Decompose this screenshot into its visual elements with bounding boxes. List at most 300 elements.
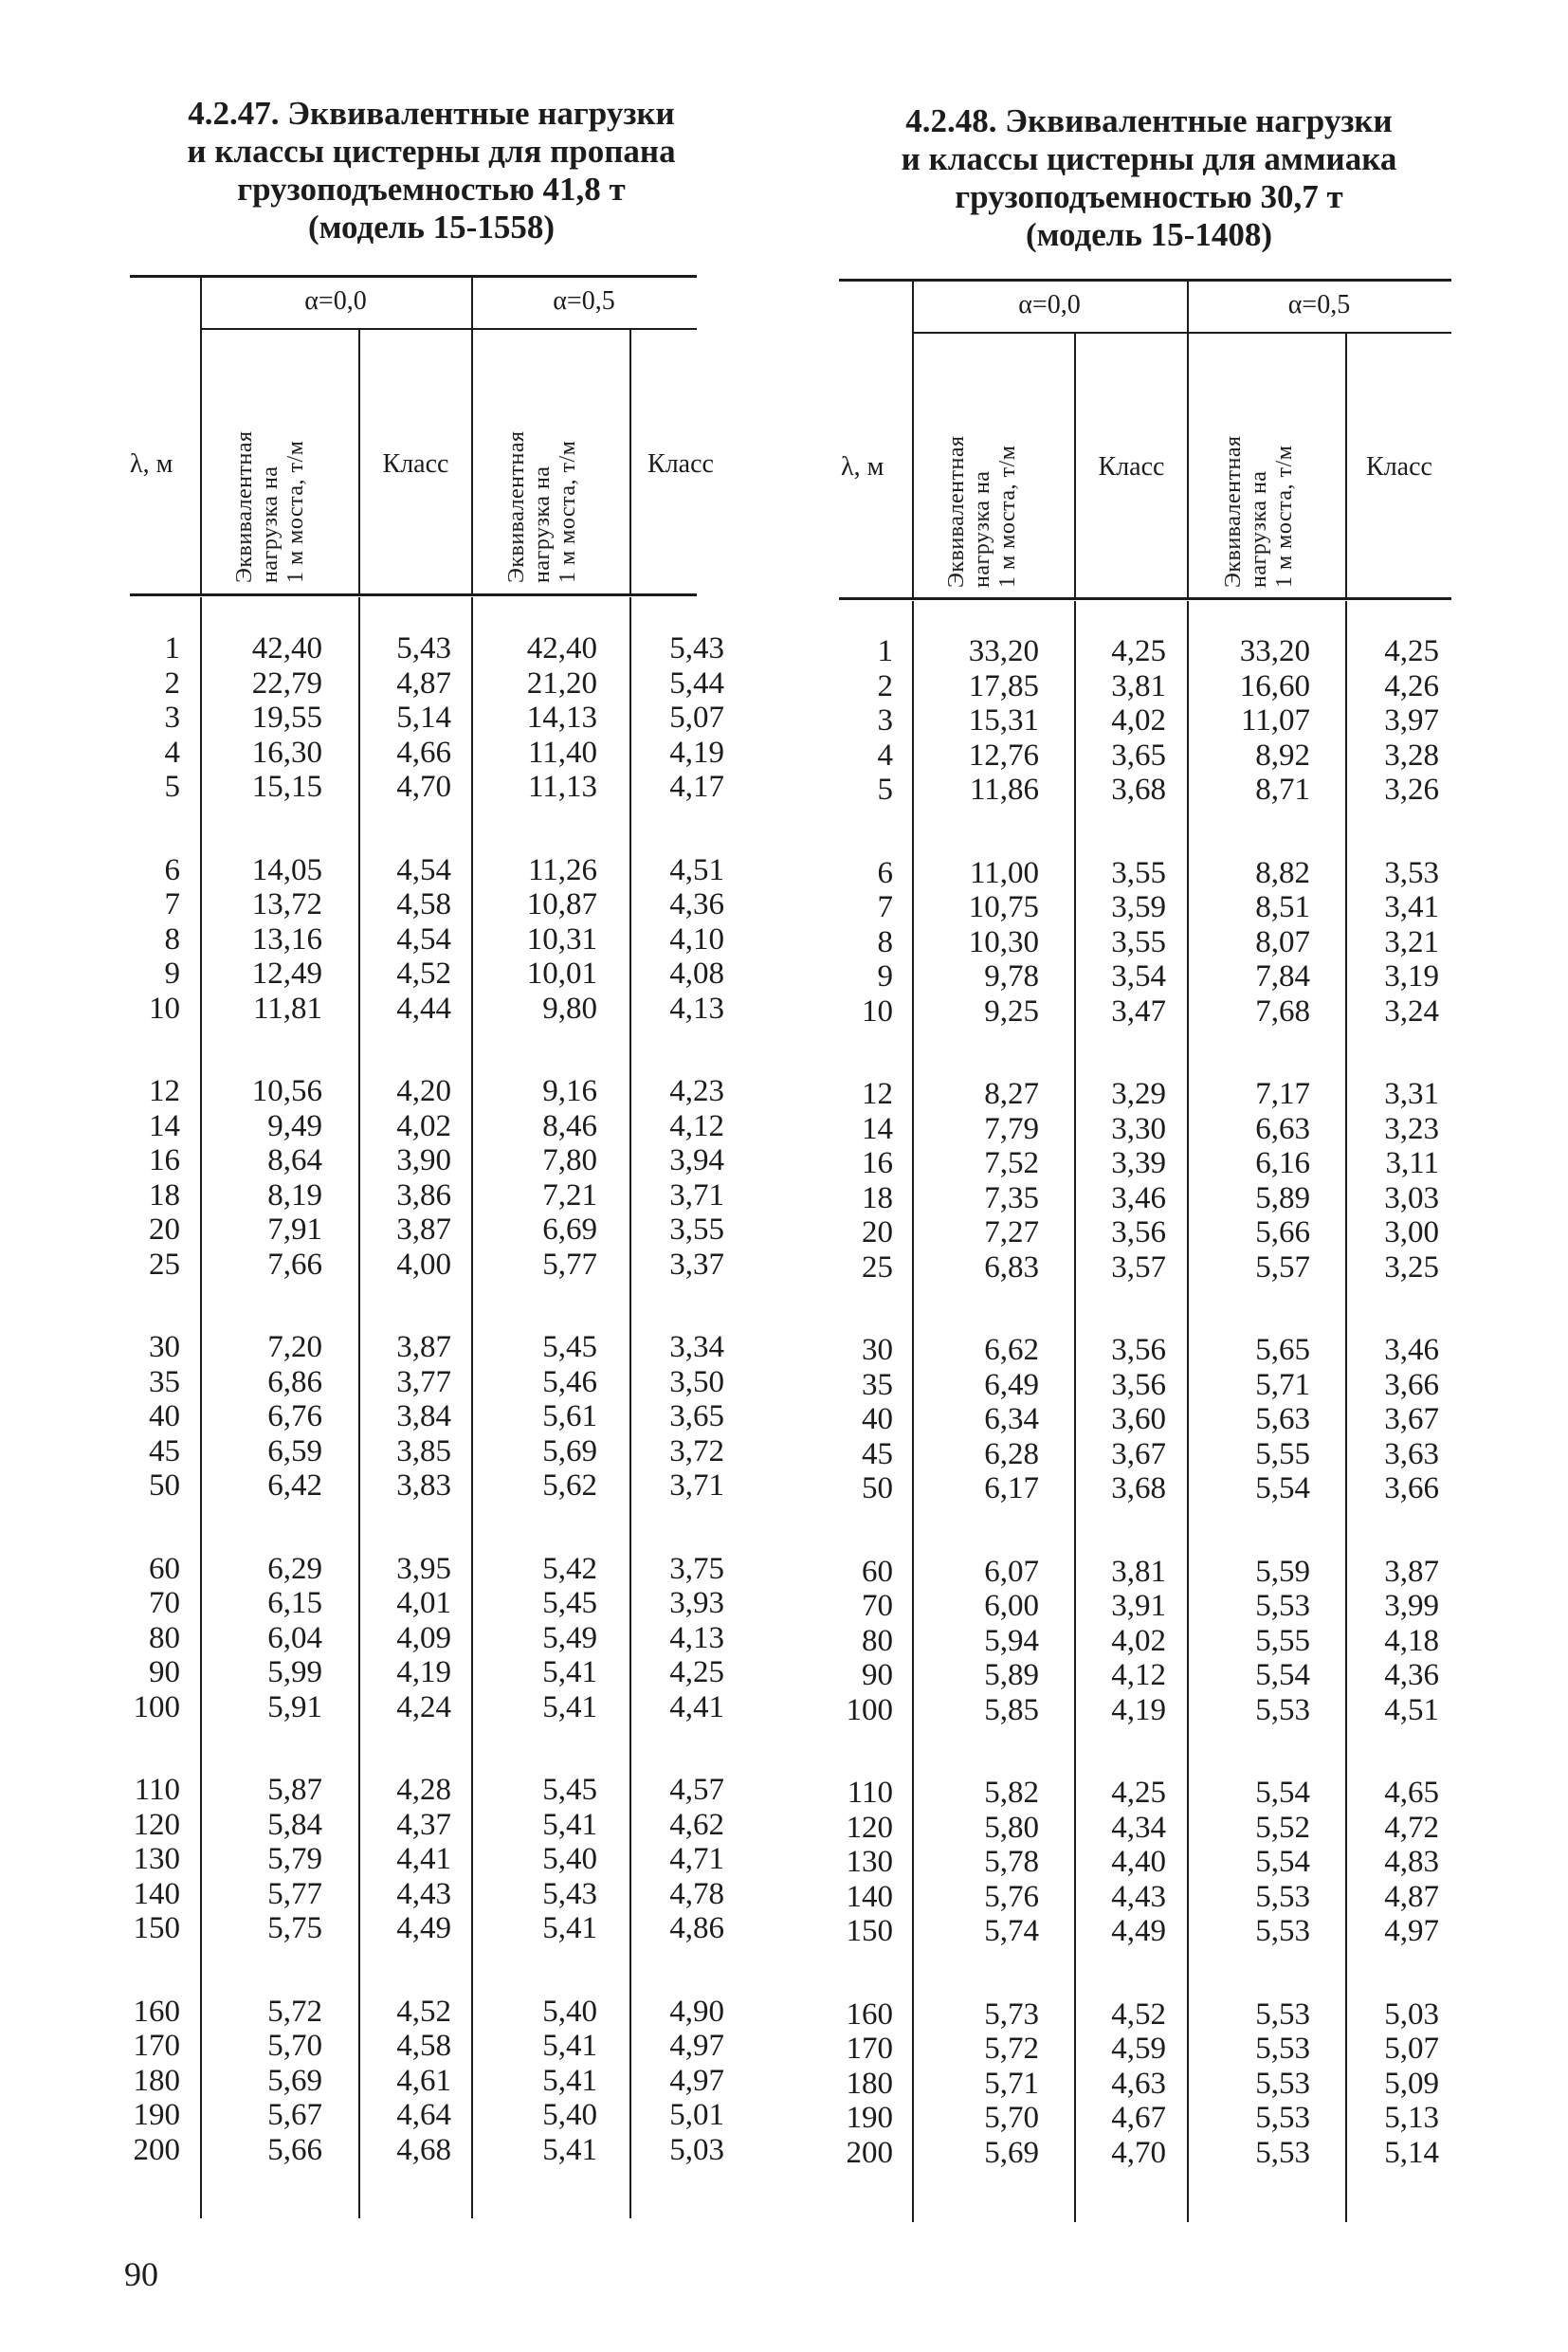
table-cell: 8,07 [1255, 924, 1310, 959]
table-cell: 7 [164, 887, 180, 921]
table-cell: 150 [133, 1911, 180, 1945]
group-gap [631, 1282, 724, 1330]
table-cell: 5,42 [542, 1551, 597, 1586]
table-cell: 200 [133, 2132, 180, 2167]
table-cell: 160 [846, 1996, 893, 2032]
group-gap [939, 1285, 1039, 1333]
table-cell: 100 [846, 1692, 893, 1727]
table-cell: 18 [149, 1177, 180, 1212]
table-cell: 5,01 [669, 2098, 724, 2132]
table-cell: 6,28 [984, 1436, 1039, 1471]
table-cell: 4,43 [1111, 1879, 1166, 1914]
table-cell: 5,54 [1255, 1845, 1310, 1879]
table-cell: 90 [149, 1655, 180, 1689]
table-cell: 5,85 [984, 1692, 1039, 1727]
table-cell: 5,94 [984, 1623, 1039, 1658]
table-cell: 4,68 [396, 2132, 451, 2167]
table-cell: 10,75 [968, 890, 1039, 924]
table-cell: 60 [149, 1551, 180, 1586]
group-gap [1076, 1029, 1166, 1077]
table-cell: 3,34 [669, 1330, 724, 1364]
table-cell: 19,55 [251, 701, 322, 735]
table-cell: 5,53 [1255, 2066, 1310, 2101]
table-cell: 11,07 [1240, 703, 1310, 738]
table-cell: 3,55 [1111, 855, 1166, 890]
table-cell: 8,51 [1255, 890, 1310, 924]
group-gap [1347, 808, 1439, 856]
table-cell: 5,59 [1255, 1554, 1310, 1589]
class-a0-column [1076, 634, 1166, 2170]
group-gap [360, 1504, 451, 1552]
table-cell: 5,03 [1384, 1996, 1439, 2032]
table-cell: 3,30 [1111, 1111, 1166, 1146]
table-cell: 7,52 [984, 1146, 1039, 1180]
table-cell: 170 [133, 2029, 180, 2063]
table-cell: 180 [133, 2063, 180, 2098]
table-cell: 30 [149, 1330, 180, 1364]
table-cell: 4,12 [669, 1108, 724, 1143]
table-cell: 4,58 [396, 2029, 451, 2063]
table-cell: 5,03 [669, 2132, 724, 2167]
table-title: 4.2.47. Эквивалентные нагрузки и классы цистерны для пропана грузоподъемностью 41,8 т (модель 15-1558) [187, 95, 676, 246]
group-gap [825, 808, 893, 856]
table-cell: 5,63 [1255, 1402, 1310, 1436]
table-cell: 3,85 [396, 1433, 451, 1468]
table-cell: 3,53 [1384, 855, 1439, 890]
table-cell: 80 [149, 1620, 180, 1655]
table-cell: 4,54 [396, 852, 451, 887]
group-gap [114, 1946, 180, 1995]
table-cell: 35 [149, 1364, 180, 1399]
group-gap [483, 1946, 597, 1995]
table-cell: 4,25 [1384, 634, 1439, 668]
table-cell: 9,25 [984, 994, 1039, 1029]
table-cell: 3,37 [669, 1247, 724, 1282]
table-cell: 3,47 [1111, 994, 1166, 1029]
load-header-a0: Эквивалентная нагрузка на 1 м моста, т/м [944, 435, 1020, 588]
table-cell: 3,54 [1111, 959, 1166, 994]
table-cell: 170 [846, 2032, 893, 2066]
table-cell: 9,49 [267, 1108, 322, 1143]
group-gap [631, 1724, 724, 1773]
table-cell: 8 [877, 924, 893, 959]
col-divider [1187, 601, 1189, 2222]
table-cell: 5,43 [396, 631, 451, 665]
table-cell: 150 [846, 1914, 893, 1948]
table-cell: 8,27 [984, 1077, 1039, 1111]
table-cell: 3,31 [1384, 1077, 1439, 1111]
table-cell: 12,76 [968, 738, 1039, 773]
table-cell: 4,01 [396, 1586, 451, 1620]
group-gap [1347, 1949, 1439, 1997]
col-divider [1187, 281, 1189, 599]
table-cell: 4,49 [1111, 1914, 1166, 1948]
table-cell: 9,16 [542, 1074, 597, 1108]
load-header-a0: Эквивалентная нагрузка на 1 м моста, т/м [232, 430, 308, 583]
table-cell: 3 [877, 703, 893, 738]
col-divider [471, 597, 473, 2218]
table-cell: 50 [149, 1468, 180, 1503]
table-cell: 16 [862, 1146, 893, 1180]
table-cell: 60 [862, 1554, 893, 1589]
class-header-a0: Класс [382, 449, 449, 479]
table-cell: 3,66 [1384, 1471, 1439, 1505]
table-cell: 4,52 [396, 1994, 451, 2029]
table-cell: 12 [149, 1074, 180, 1108]
table-cell: 8,82 [1255, 855, 1310, 890]
table-cell: 8,19 [267, 1177, 322, 1212]
table-cell: 6,42 [267, 1468, 322, 1503]
table-cell: 3,65 [1111, 738, 1166, 773]
table-cell: 130 [133, 1842, 180, 1876]
group-gap [939, 1949, 1039, 1997]
group-gap [1347, 1285, 1439, 1333]
table-cell: 33,20 [1239, 634, 1310, 668]
table-cell: 5,41 [542, 2132, 597, 2167]
table-cell: 4,58 [396, 887, 451, 921]
table-cell: 4,49 [396, 1911, 451, 1945]
group-gap [1347, 1029, 1439, 1077]
table-cell: 3,63 [1384, 1436, 1439, 1471]
table-cell: 5,55 [1255, 1623, 1310, 1658]
group-gap [825, 1029, 893, 1077]
table-cell: 30 [862, 1333, 893, 1367]
alpha-0-header: α=0,0 [1018, 290, 1081, 319]
table-cell: 4,87 [1384, 1879, 1439, 1914]
table-cell: 6,49 [984, 1367, 1039, 1402]
table-cell: 11,26 [527, 852, 597, 887]
table-cell: 5,40 [542, 1842, 597, 1876]
group-gap [1196, 1949, 1310, 1997]
table-cell: 8,92 [1255, 738, 1310, 773]
table-cell: 4,02 [1111, 1623, 1166, 1658]
group-gap [218, 1504, 322, 1552]
table-cell: 5,66 [1255, 1215, 1310, 1249]
table-cell: 4,23 [669, 1074, 724, 1108]
table-cell: 10,30 [968, 924, 1039, 959]
table-cell: 16 [149, 1143, 180, 1177]
table-cell: 35 [862, 1367, 893, 1402]
col-divider [912, 281, 914, 599]
table-cell: 4,87 [396, 665, 451, 701]
table-cell: 3,55 [669, 1212, 724, 1247]
group-gap [1076, 1949, 1166, 1997]
group-gap [1196, 1727, 1310, 1776]
table-cell: 5,41 [542, 2029, 597, 2063]
table-cell: 4,83 [1384, 1845, 1439, 1879]
table-cell: 1 [164, 631, 180, 665]
table-cell: 6,07 [984, 1554, 1039, 1589]
table-cell: 4,64 [396, 2098, 451, 2132]
class-header-a05: Класс [1366, 452, 1432, 482]
table-cell: 3,19 [1384, 959, 1439, 994]
class-a0-column [360, 631, 451, 2167]
table-cell: 42,40 [526, 631, 597, 665]
table-cell: 4,70 [1111, 2135, 1166, 2170]
group-gap [483, 805, 597, 853]
group-gap [1196, 808, 1310, 856]
table-cell: 9 [164, 957, 180, 991]
table-cell: 4 [877, 738, 893, 773]
group-gap [218, 1282, 322, 1330]
group-gap [360, 805, 451, 853]
table-cell: 5,62 [542, 1468, 597, 1503]
table-cell: 120 [133, 1807, 180, 1842]
group-gap [631, 1026, 724, 1074]
table-cell: 6 [877, 855, 893, 890]
table-cell: 9 [877, 959, 893, 994]
table-cell: 5,72 [984, 2032, 1039, 2066]
table-cell: 18 [862, 1180, 893, 1215]
table-cell: 4,37 [396, 1807, 451, 1842]
page-number: 90 [124, 2255, 158, 2293]
table-cell: 110 [847, 1776, 893, 1810]
table-cell: 21,20 [526, 665, 597, 701]
table-cell: 5,70 [267, 2029, 322, 2063]
table-cell: 3,28 [1384, 738, 1439, 773]
table-cell: 5,53 [1255, 1879, 1310, 1914]
table-cell: 4,18 [1384, 1623, 1439, 1658]
table-cell: 70 [149, 1586, 180, 1620]
table-cell: 5,52 [1255, 1810, 1310, 1845]
table-cell: 6,29 [267, 1551, 322, 1586]
table-cell: 2 [877, 668, 893, 703]
table-cell: 5,66 [267, 2132, 322, 2167]
table-cell: 5,78 [984, 1845, 1039, 1879]
table-cell: 5,53 [1255, 2101, 1310, 2135]
table-cell: 3,86 [396, 1177, 451, 1212]
table-cell: 6,34 [984, 1402, 1039, 1436]
table-cell: 10,01 [526, 957, 597, 991]
table-cell: 2 [164, 665, 180, 701]
table-cell: 10,56 [251, 1074, 322, 1108]
table-cell: 5,53 [1255, 1692, 1310, 1727]
table-cell: 5,53 [1255, 1996, 1310, 2032]
table-cell: 25 [862, 1249, 893, 1285]
table-cell: 4,57 [669, 1773, 724, 1807]
table-cell: 14,13 [526, 701, 597, 735]
table-cell: 10,31 [526, 921, 597, 957]
table-cell: 5,65 [1255, 1333, 1310, 1367]
group-gap [1076, 1727, 1166, 1776]
table-cell: 9,78 [984, 959, 1039, 994]
table-cell: 160 [133, 1994, 180, 2029]
table-cell: 4,61 [396, 2063, 451, 2098]
alpha-0-header: α=0,0 [304, 286, 367, 316]
table-cell: 7,20 [267, 1330, 322, 1364]
table-cell: 5,41 [542, 1689, 597, 1724]
table-cell: 4,97 [669, 2063, 724, 2098]
group-gap [1076, 808, 1166, 856]
table-cell: 6,00 [984, 1589, 1039, 1623]
table-cell: 4,65 [1384, 1776, 1439, 1810]
table-cell: 7 [877, 890, 893, 924]
group-gap [1196, 1506, 1310, 1555]
group-gap [825, 1285, 893, 1333]
table-cell: 7,21 [542, 1177, 597, 1212]
group-gap [1196, 1029, 1310, 1077]
group-gap [114, 1282, 180, 1330]
table-cell: 5,53 [1255, 2032, 1310, 2066]
table-cell: 4,41 [396, 1842, 451, 1876]
table-cell: 3,39 [1111, 1146, 1166, 1180]
table-cell: 20 [149, 1212, 180, 1247]
table-cell: 3,95 [396, 1551, 451, 1586]
alpha-rule [200, 328, 697, 330]
table-cell: 7,17 [1255, 1077, 1310, 1111]
table-cell: 3,26 [1384, 773, 1439, 807]
table-cell: 3,83 [396, 1468, 451, 1503]
group-gap [218, 1724, 322, 1773]
table-cell: 11,40 [527, 735, 597, 770]
table-cell: 4,34 [1111, 1810, 1166, 1845]
group-gap [114, 1026, 180, 1074]
alpha-05-header: α=0,5 [553, 286, 615, 316]
table-cell: 190 [133, 2098, 180, 2132]
table-cell: 22,79 [251, 665, 322, 701]
table-cell: 3,11 [1385, 1146, 1439, 1180]
table-cell: 5,79 [267, 1842, 322, 1876]
table-cell: 5,09 [1384, 2066, 1439, 2101]
table-cell: 6,04 [267, 1620, 322, 1655]
group-gap [825, 1506, 893, 1555]
table-cell: 3,00 [1384, 1215, 1439, 1249]
load-a05-column [483, 631, 597, 2167]
table-cell: 45 [149, 1433, 180, 1468]
table-cell: 5,84 [267, 1807, 322, 1842]
table-cell: 10 [149, 991, 180, 1026]
table-cell: 4,52 [1111, 1996, 1166, 2032]
table-cell: 80 [862, 1623, 893, 1658]
table-cell: 5 [164, 770, 180, 804]
table-cell: 5,72 [267, 1994, 322, 2029]
table-cell: 17,85 [968, 668, 1039, 703]
table-cell: 6,83 [984, 1249, 1039, 1285]
table-cell: 5,43 [669, 631, 724, 665]
col-divider [200, 277, 202, 595]
group-gap [483, 1282, 597, 1330]
table-cell: 3,71 [669, 1177, 724, 1212]
table-cell: 4,19 [1111, 1692, 1166, 1727]
table-cell: 3,81 [1111, 1554, 1166, 1589]
table-cell: 6,63 [1255, 1111, 1310, 1146]
group-gap [631, 1504, 724, 1552]
table-cell: 5,77 [542, 1247, 597, 1282]
table-cell: 3,66 [1384, 1367, 1439, 1402]
load-header-a05: Эквивалентная нагрузка на 1 м моста, т/м [1221, 435, 1297, 588]
table-cell: 3,71 [669, 1468, 724, 1503]
table-cell: 3,56 [1111, 1333, 1166, 1367]
table-cell: 5,55 [1255, 1436, 1310, 1471]
table-cell: 3,21 [1384, 924, 1439, 959]
table-cell: 3,56 [1111, 1215, 1166, 1249]
table-cell: 3,50 [669, 1364, 724, 1399]
table-cell: 5,71 [1255, 1367, 1310, 1402]
alpha-05-header: α=0,5 [1287, 290, 1351, 319]
table-cell: 5,41 [542, 1807, 597, 1842]
class-a05-column [1347, 634, 1439, 2170]
table-cell: 5,77 [267, 1876, 322, 1911]
table-cell: 3,77 [396, 1364, 451, 1399]
lambda-header: λ, м [130, 449, 173, 479]
table-cell: 3,24 [1384, 994, 1439, 1029]
table-cell: 15,31 [968, 703, 1039, 738]
group-gap [939, 1727, 1039, 1776]
table-cell: 3,87 [1384, 1554, 1439, 1589]
group-gap [218, 1026, 322, 1074]
table-cell: 6,76 [267, 1399, 322, 1433]
table-cell: 8,46 [542, 1108, 597, 1143]
table-cell: 3,56 [1111, 1367, 1166, 1402]
group-gap [1347, 1727, 1439, 1776]
table-cell: 90 [862, 1658, 893, 1692]
lambda-column [825, 634, 893, 2170]
table-cell: 3,59 [1111, 890, 1166, 924]
table-cell: 45 [862, 1436, 893, 1471]
header-bottom-rule [130, 593, 697, 596]
table-cell: 5,41 [542, 1911, 597, 1945]
table-cell: 5,73 [984, 1996, 1039, 2032]
table-cell: 3,03 [1384, 1180, 1439, 1215]
table-cell: 4,02 [1111, 703, 1166, 738]
table-title: 4.2.48. Эквивалентные нагрузки и классы цистерны для аммиака грузоподъемностью 30,7 т (модель 15-1408) [901, 102, 1397, 253]
group-gap [1076, 1506, 1166, 1555]
table-cell: 3,67 [1384, 1402, 1439, 1436]
table-cell: 5,07 [1384, 2032, 1439, 2066]
group-gap [360, 1026, 451, 1074]
group-gap [483, 1724, 597, 1773]
table-cell: 4,97 [1384, 1914, 1439, 1948]
group-gap [825, 1949, 893, 1997]
table-cell: 14 [862, 1111, 893, 1146]
table-cell: 4,00 [396, 1247, 451, 1282]
table-cell: 4,28 [396, 1773, 451, 1807]
table-cell: 42,40 [251, 631, 322, 665]
table-cell: 7,91 [267, 1212, 322, 1247]
group-gap [1196, 1285, 1310, 1333]
table-cell: 5,53 [1255, 2135, 1310, 2170]
table-cell: 3 [164, 701, 180, 735]
table-cell: 5,13 [1384, 2101, 1439, 2135]
table-cell: 4,78 [669, 1876, 724, 1911]
group-gap [218, 805, 322, 853]
table-cell: 4,86 [669, 1911, 724, 1945]
table-cell: 4 [164, 735, 180, 770]
table-cell: 4,41 [669, 1689, 724, 1724]
class-header-a0: Класс [1098, 452, 1165, 482]
table-cell: 5,82 [984, 1776, 1039, 1810]
table-cell: 4,26 [1384, 668, 1439, 703]
table-cell: 5,87 [267, 1773, 322, 1807]
table-cell: 4,43 [396, 1876, 451, 1911]
group-gap [825, 1727, 893, 1776]
table-cell: 13,16 [251, 921, 322, 957]
table-cell: 5,45 [542, 1586, 597, 1620]
table-cell: 16,60 [1239, 668, 1310, 703]
table-cell: 5,54 [1255, 1776, 1310, 1810]
table-cell: 5,41 [542, 2063, 597, 2098]
group-gap [360, 1946, 451, 1995]
table-cell: 110 [134, 1773, 180, 1807]
table-cell: 6,62 [984, 1333, 1039, 1367]
table-cell: 7,68 [1255, 994, 1310, 1029]
table-cell: 3,72 [669, 1433, 724, 1468]
table-cell: 4,09 [396, 1620, 451, 1655]
table-cell: 4,59 [1111, 2032, 1166, 2066]
group-gap [483, 1504, 597, 1552]
table-cell: 8,71 [1255, 773, 1310, 807]
class-header-a05: Класс [647, 449, 714, 479]
